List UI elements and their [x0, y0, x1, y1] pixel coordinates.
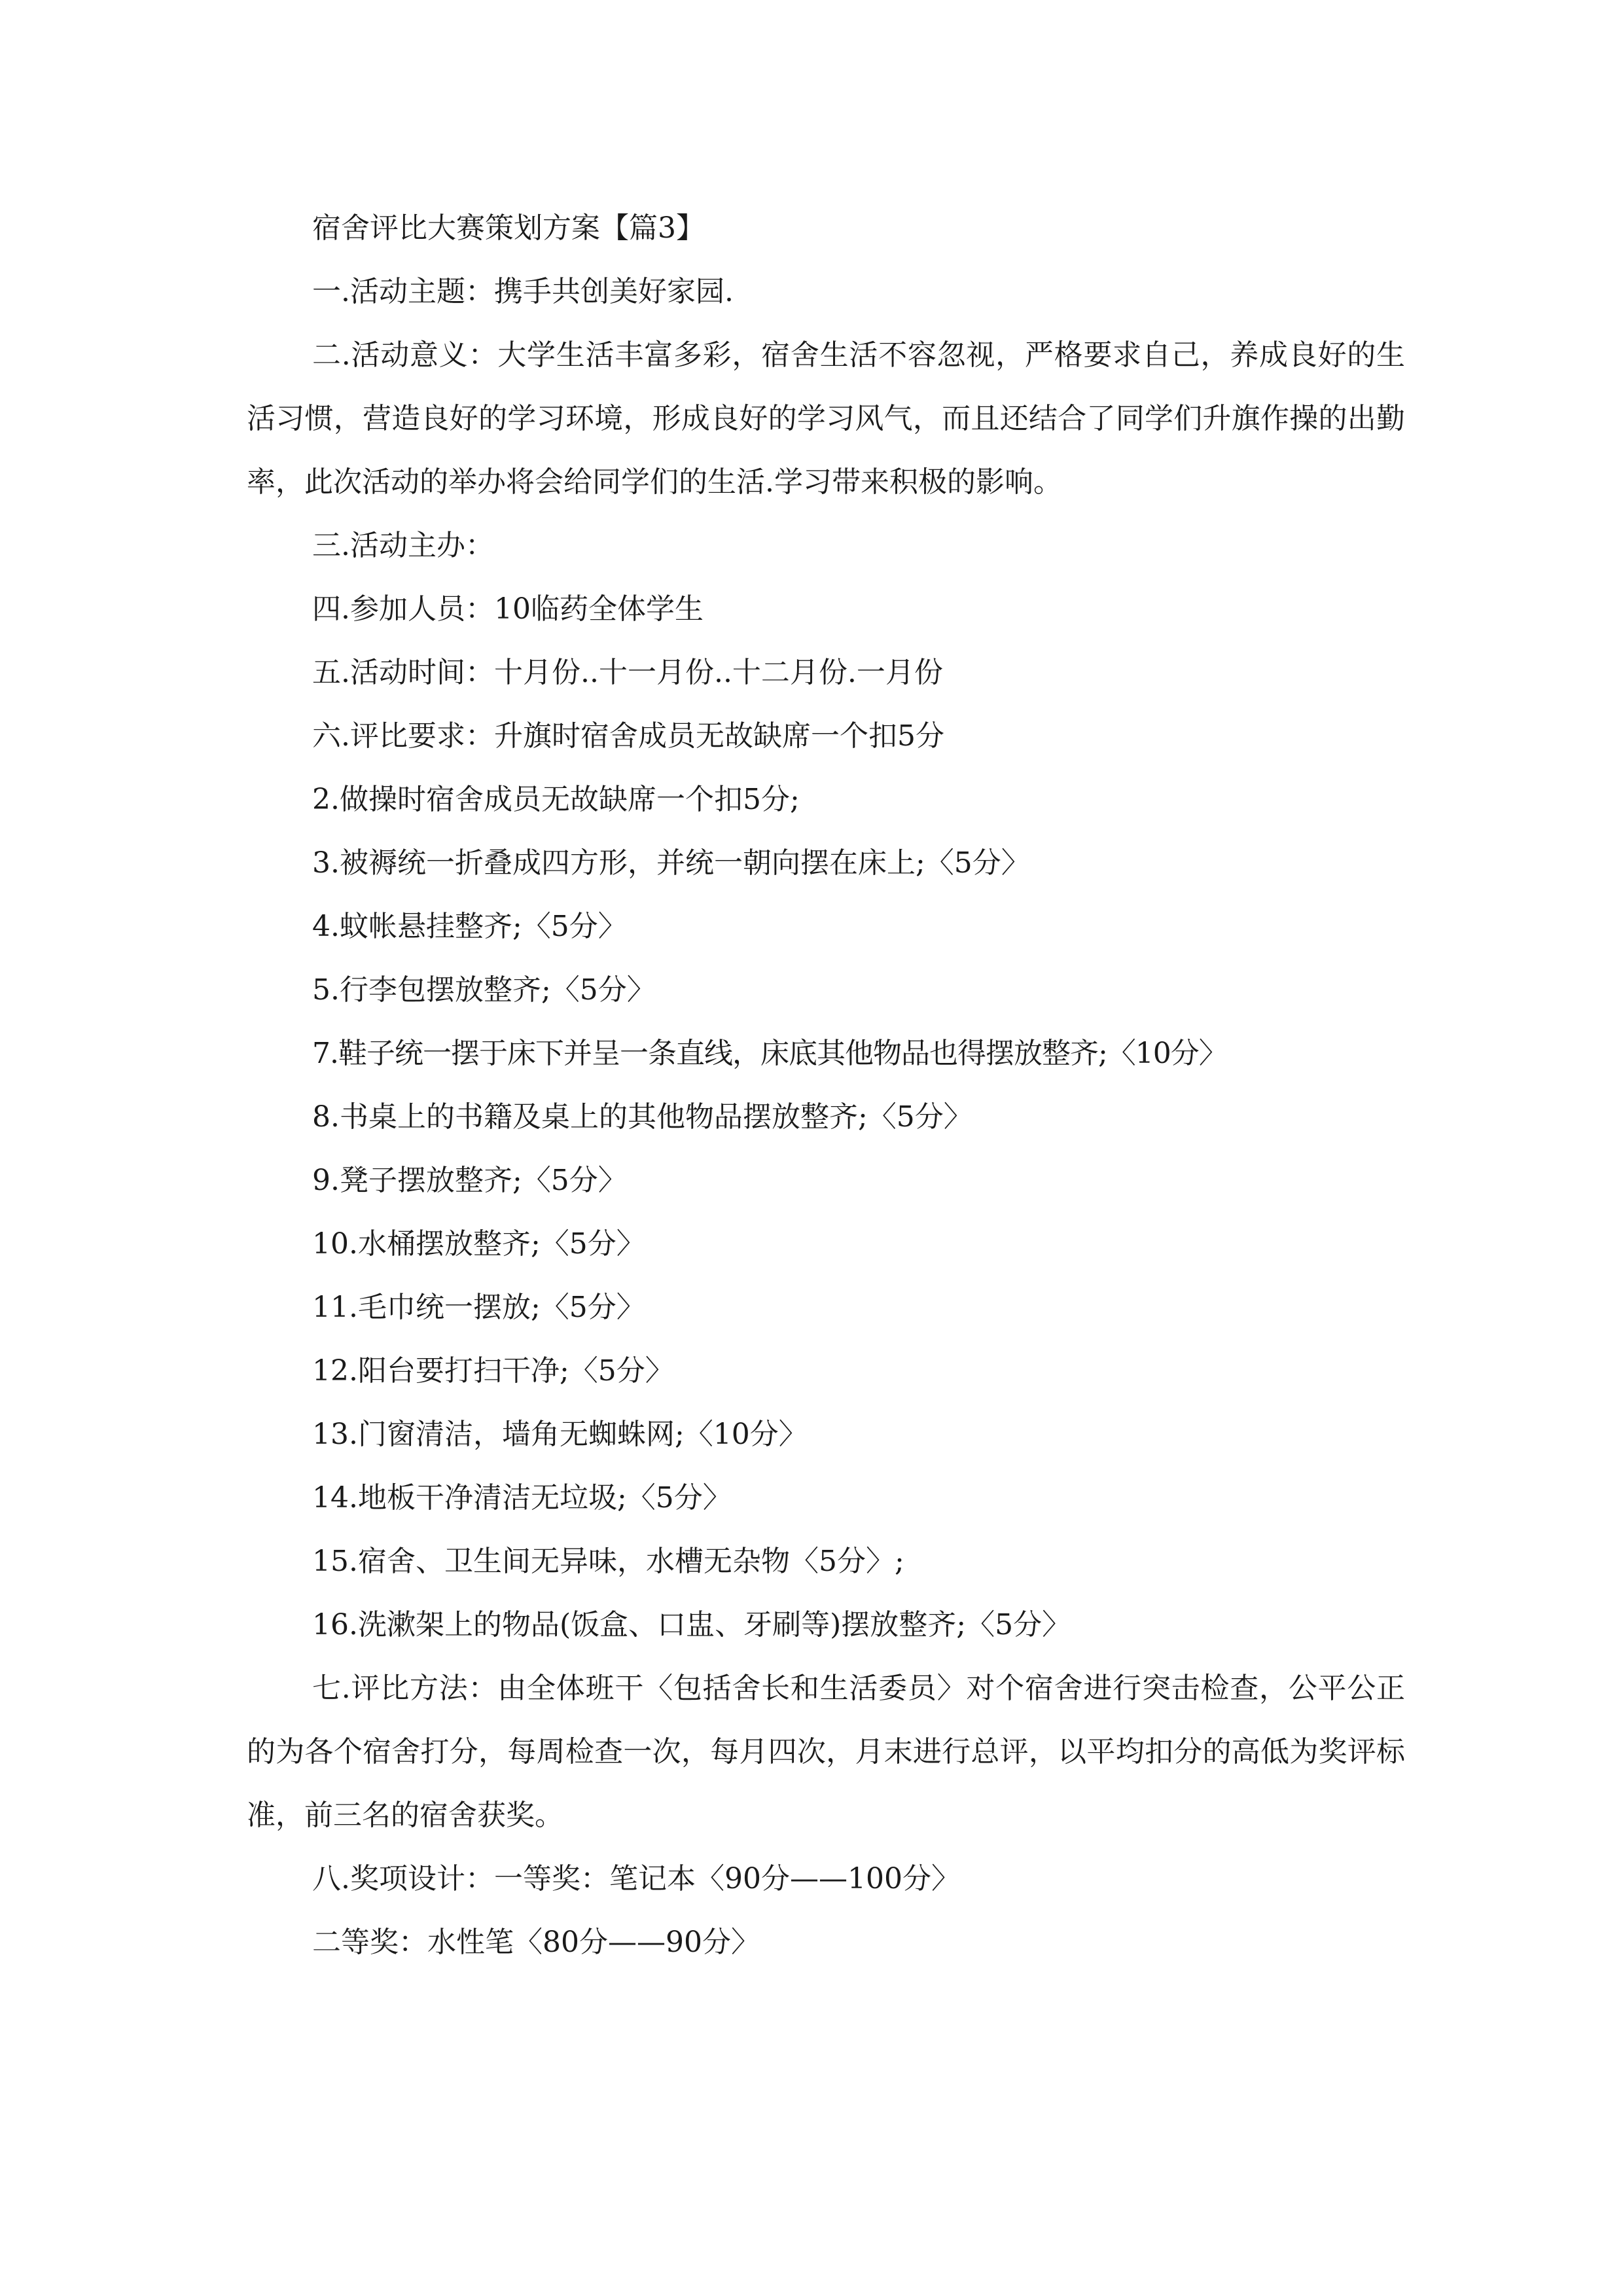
list-item: 3.被褥统一折叠成四方形，并统一朝向摆在床上;〈5分〉	[312, 846, 1030, 880]
paragraph-second-prize: 二等奖：水性笔〈80分——90分〉	[312, 1926, 760, 1959]
paragraph-theme: 一.活动主题：携手共创美好家园.	[312, 275, 734, 308]
paragraph-significance: 二.活动意义：大学生活丰富多彩，宿舍生活不容忽视，严格要求自己，养成良好的生活习惯，营造良好的学习环境，形成良好的学习风气，而且还结合了同学们升旗作操的出勤率，此次活动的举办将会给同学们的生活.学习带来积极的影响。	[247, 338, 1405, 499]
paragraph-participants: 四.参加人员：10临药全体学生	[312, 592, 704, 626]
list-item: 8.书桌上的书籍及桌上的其他物品摆放整齐;〈5分〉	[312, 1100, 972, 1134]
list-item: 11.毛巾统一摆放;〈5分〉	[312, 1291, 645, 1324]
paragraph-requirements: 六.评比要求：升旗时宿舍成员无故缺席一个扣5分	[312, 719, 944, 753]
paragraph-organizer: 三.活动主办：	[312, 529, 494, 562]
list-item: 14.地板干净清洁无垃圾;〈5分〉	[312, 1481, 732, 1515]
list-item: 2.做操时宿舍成员无故缺席一个扣5分;	[312, 783, 800, 816]
list-item: 16.洗漱架上的物品(饭盒、口盅、牙刷等)摆放整齐;〈5分〉	[312, 1608, 1071, 1641]
list-item: 5.行李包摆放整齐;〈5分〉	[312, 973, 656, 1007]
paragraph-time: 五.活动时间：十月份..十一月份..十二月份.一月份	[312, 656, 943, 689]
list-item: 10.水桶摆放整齐;〈5分〉	[312, 1227, 645, 1261]
document-body	[247, 196, 1405, 1974]
list-item: 13.门窗清洁，墙角无蜘蛛网;〈10分〉	[312, 1418, 808, 1451]
list-item: 7.鞋子统一摆于床下并呈一条直线，床底其他物品也得摆放整齐;〈10分〉	[312, 1037, 1227, 1070]
list-item: 15.宿舍、卫生间无异味，水槽无杂物〈5分〉;	[312, 1545, 904, 1578]
paragraph-awards: 八.奖项设计：一等奖：笔记本〈90分——100分〉	[312, 1862, 960, 1895]
paragraph-method: 七.评比方法：由全体班干〈包括舍长和生活委员〉对个宿舍进行突击检查，公平公正的为各个宿舍打分，每周检查一次，每月四次，月末进行总评，以平均扣分的高低为奖评标准，前三名的宿舍获奖。	[247, 1672, 1405, 1832]
document-title: 宿舍评比大赛策划方案【篇3】	[312, 211, 705, 245]
list-item: 12.阳台要打扫干净;〈5分〉	[312, 1354, 674, 1388]
list-item: 9.凳子摆放整齐;〈5分〉	[312, 1164, 627, 1197]
list-item: 4.蚊帐悬挂整齐;〈5分〉	[312, 910, 627, 943]
